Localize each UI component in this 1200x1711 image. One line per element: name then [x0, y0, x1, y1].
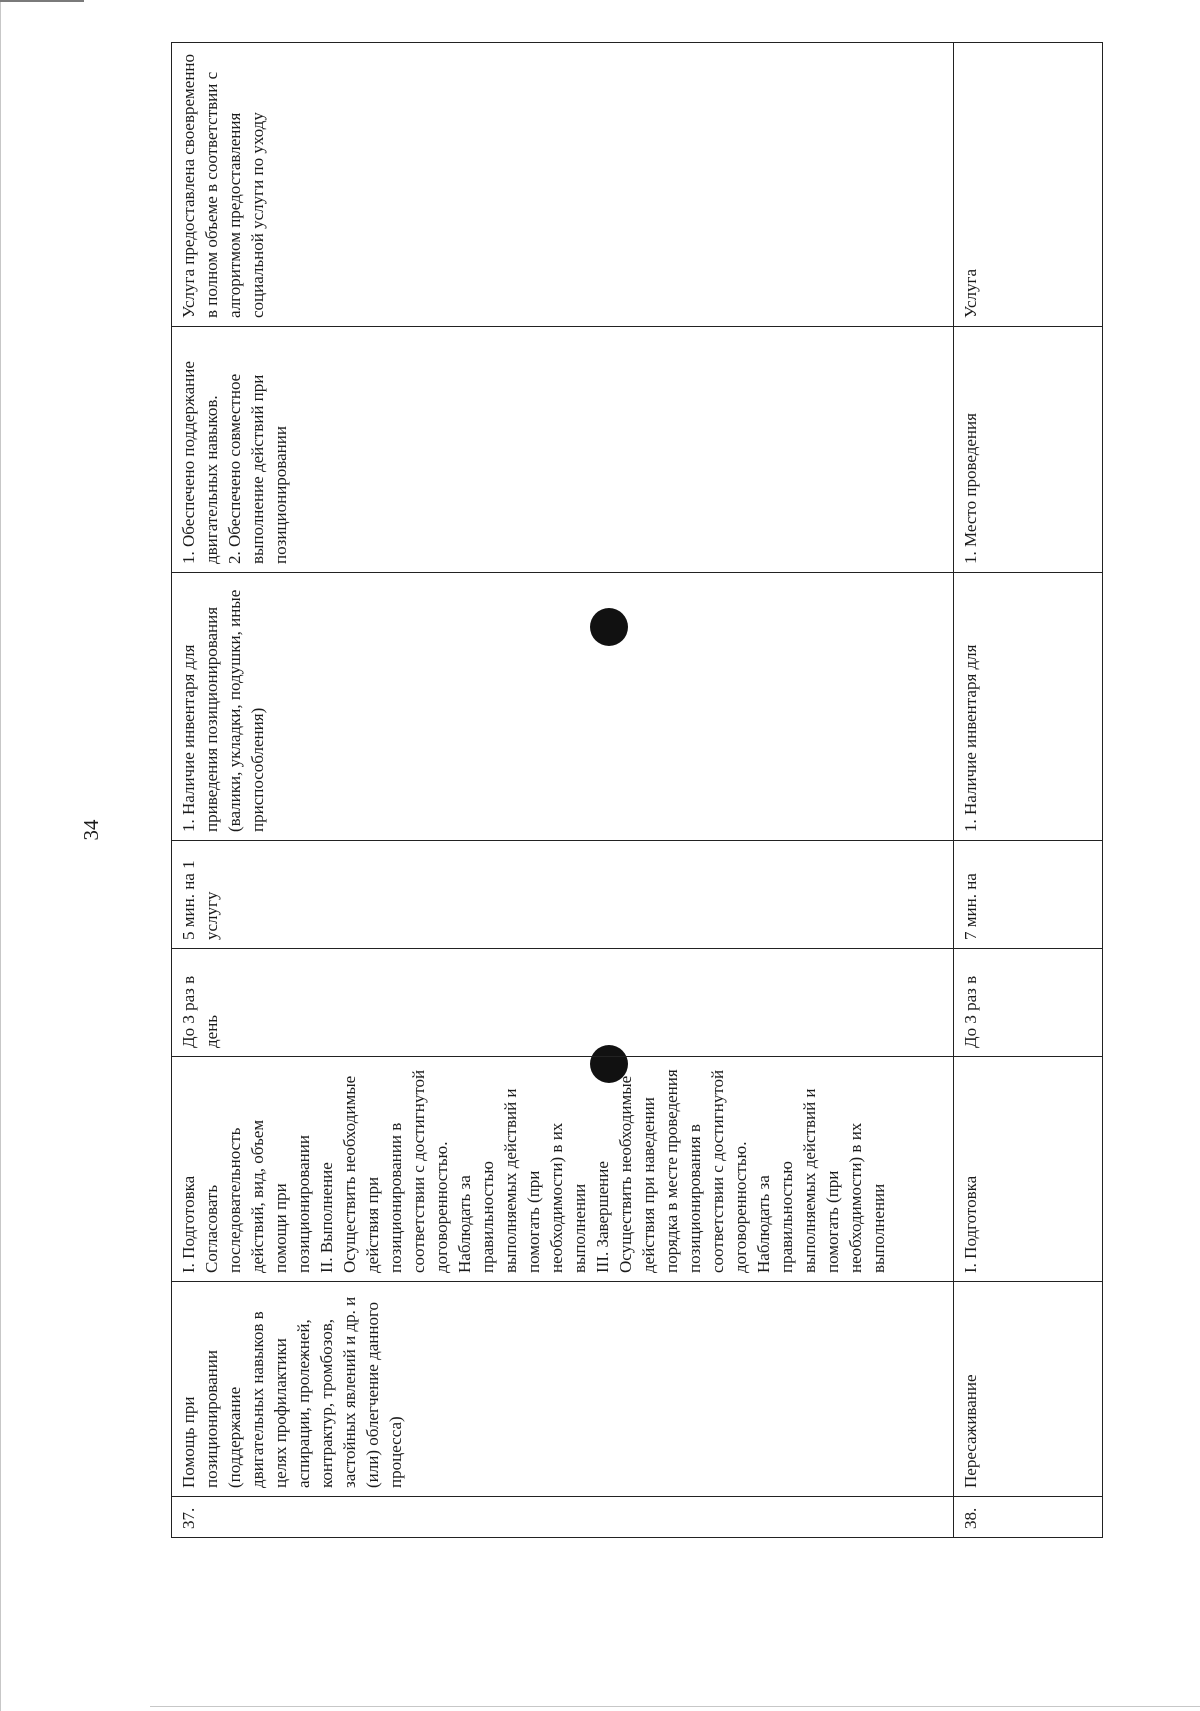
page-bottom-rule	[150, 1706, 1200, 1707]
service-name-cell: Пересаживание	[954, 1282, 1103, 1497]
evaluation-cell: Услуга	[954, 43, 1103, 327]
page-edge-rule	[0, 0, 1, 1711]
page-number: 34	[79, 819, 103, 841]
frequency-cell: До 3 раз в	[954, 949, 1103, 1057]
table-row	[954, 43, 1103, 1538]
procedure-line: Согласовать последовательность действий, вид, объем помощи при позиционировании	[202, 1119, 313, 1273]
evaluation-cell: Услуга предоставлена своевременно в полном объеме в соответствии с алгоритмом предоставления социальной услуги по уходу	[172, 43, 954, 327]
scan-edge-mark	[0, 0, 84, 2]
procedure-cell	[954, 1057, 1103, 1282]
procedure-line: II. Выполнение	[317, 1162, 336, 1273]
services-table	[171, 42, 1103, 1538]
procedure-line: I. Подготовка	[961, 1175, 980, 1273]
duration-cell: 7 мин. на	[954, 841, 1103, 949]
results-cell	[954, 327, 1103, 573]
procedure-cell	[172, 1057, 954, 1282]
procedure-line: III. Завершение	[593, 1161, 612, 1273]
procedure-line: Наблюдать за правильностью выполняемых действий и помогать (при необходимости) в их выполнении	[754, 1088, 888, 1273]
result-line: 2. Обеспечено совместное выполнение действий при позиционировании	[225, 373, 290, 564]
table-row	[172, 43, 954, 1538]
procedure-line: I. Подготовка	[179, 1175, 198, 1273]
results-cell	[172, 327, 954, 573]
result-line: 1. Обеспечено поддержание двигательных навыков.	[179, 361, 221, 564]
frequency-cell: До 3 раз в день	[172, 949, 954, 1057]
result-line: 1. Место проведения	[961, 413, 980, 564]
duration-cell: 5 мин. на 1 услугу	[172, 841, 954, 949]
service-name-cell: Помощь при позиционировании (поддержание двигательных навыков в целях профилактики аспирации, пролежней, контрактур, тромбозов, застойных явлений и др. и (или) облегчение данного процесса)	[172, 1282, 954, 1497]
services-table-rotated	[171, 43, 1104, 1538]
conditions-cell: 1. Наличие инвентаря для приведения позиционирования (валики, укладки, подушки, иные приспособления)	[172, 573, 954, 841]
procedure-line: Осуществить необходимые действия при наведении порядка в месте проведения позиционирования в соответствии с достигнутой договоренностью.	[616, 1069, 750, 1273]
row-number-cell: 37.	[172, 1497, 954, 1538]
row-number-cell: 38.	[954, 1497, 1103, 1538]
conditions-cell: 1. Наличие инвентаря для	[954, 573, 1103, 841]
procedure-line: Осуществить необходимые действия при позиционировании в соответствии с достигнутой договоренностью.	[340, 1069, 451, 1273]
procedure-line: Наблюдать за правильностью выполняемых действий и помогать (при необходимости) в их выполнении	[455, 1088, 589, 1273]
